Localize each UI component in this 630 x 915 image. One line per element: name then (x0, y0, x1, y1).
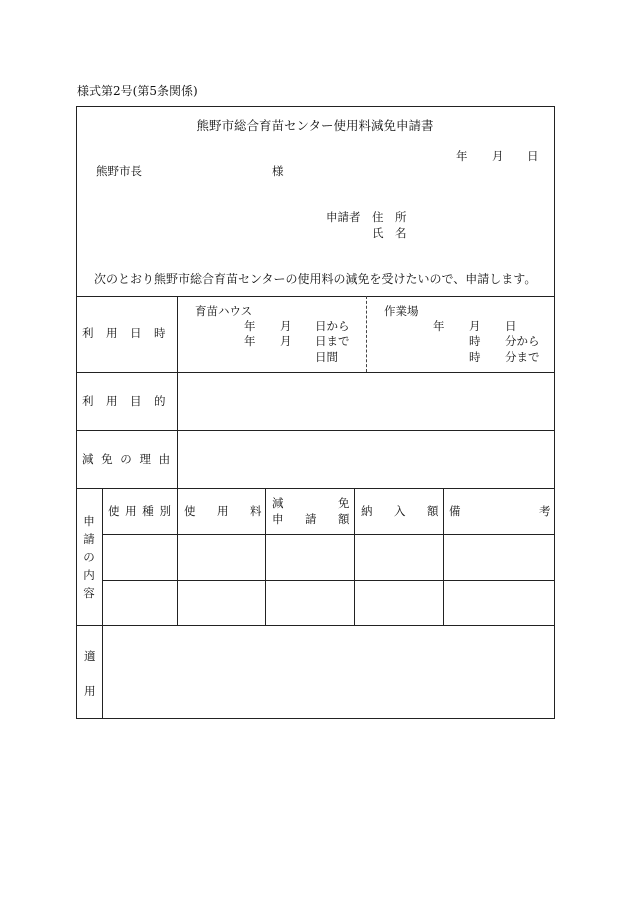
cell-paid-2[interactable] (354, 580, 443, 625)
cell-paid-1[interactable] (354, 534, 443, 580)
cell-reason[interactable] (177, 430, 554, 488)
greenhouse-days: 日間 (315, 350, 338, 364)
date-year: 年 (456, 149, 468, 163)
reason-label: 減 免 の 理 由 (82, 452, 173, 466)
header-paid-c: 額 (427, 504, 439, 518)
greenhouse-start-year: 年 (244, 319, 256, 333)
header-exempt-1b: 免 (338, 496, 350, 510)
cell-kind-1[interactable] (102, 534, 177, 580)
workplace-day: 日 (505, 319, 517, 333)
form-label: 様式第2号(第5条関係) (77, 84, 198, 98)
header-kind: 使 用 種 別 (108, 504, 172, 518)
content-side-label: 申 請 の 内 容 (83, 514, 95, 600)
header-exempt-2b: 請 (305, 512, 317, 526)
cell-apply[interactable] (102, 625, 554, 718)
cell-exempt-2[interactable] (265, 580, 354, 625)
applicant-address-label: 住 所 (372, 210, 407, 224)
addressee-honorific: 様 (272, 164, 284, 178)
rule (366, 296, 367, 372)
apply-label-2: 用 (84, 684, 96, 698)
applicant-label: 申請者 (326, 210, 361, 224)
workplace-label: 作業場 (384, 304, 419, 318)
cell-note-2[interactable] (443, 580, 554, 625)
greenhouse-start-month: 月 (280, 319, 292, 333)
workplace-month: 月 (469, 319, 481, 333)
usage-datetime-label: 利 用 日 時 (82, 326, 166, 340)
rule (76, 488, 555, 489)
header-paid-b: 入 (394, 504, 406, 518)
greenhouse-end-month: 月 (280, 334, 292, 348)
header-fee-b: 用 (217, 504, 229, 518)
cell-kind-2[interactable] (102, 580, 177, 625)
cell-fee-2[interactable] (177, 580, 265, 625)
header-exempt-2c: 額 (338, 512, 350, 526)
workplace-start-hour: 時 (469, 334, 481, 348)
statement-text: 次のとおり熊野市総合育苗センターの使用料の減免を受けたいので、申請します。 (94, 272, 537, 286)
header-exempt-2a: 申 (272, 512, 284, 526)
cell-fee-1[interactable] (177, 534, 265, 580)
header-fee-a: 使 (184, 504, 196, 518)
rule (76, 296, 555, 297)
workplace-start-minute: 分から (505, 334, 540, 348)
greenhouse-end-year: 年 (244, 334, 256, 348)
purpose-label: 利 用 目 的 (82, 394, 166, 408)
cell-exempt-1[interactable] (265, 534, 354, 580)
greenhouse-start-day: 日から (315, 319, 350, 333)
workplace-end-minute: 分まで (505, 350, 540, 364)
header-exempt-1a: 減 (272, 496, 284, 510)
cell-purpose[interactable] (177, 372, 554, 430)
workplace-year: 年 (433, 319, 445, 333)
header-note-b: 考 (539, 504, 551, 518)
apply-label-1: 適 (84, 649, 96, 663)
cell-note-1[interactable] (443, 534, 554, 580)
applicant-name-label: 氏 名 (372, 226, 407, 240)
greenhouse-label: 育苗ハウス (195, 304, 253, 318)
greenhouse-end-day: 日まで (315, 334, 350, 348)
form-title: 熊野市総合育苗センター使用料減免申請書 (196, 118, 434, 133)
header-paid-a: 納 (361, 504, 373, 518)
date-day: 日 (527, 149, 539, 163)
date-month: 月 (492, 149, 504, 163)
addressee-name: 熊野市長 (96, 164, 142, 178)
header-note-a: 備 (449, 504, 461, 518)
header-fee-c: 料 (250, 504, 262, 518)
workplace-end-hour: 時 (469, 350, 481, 364)
